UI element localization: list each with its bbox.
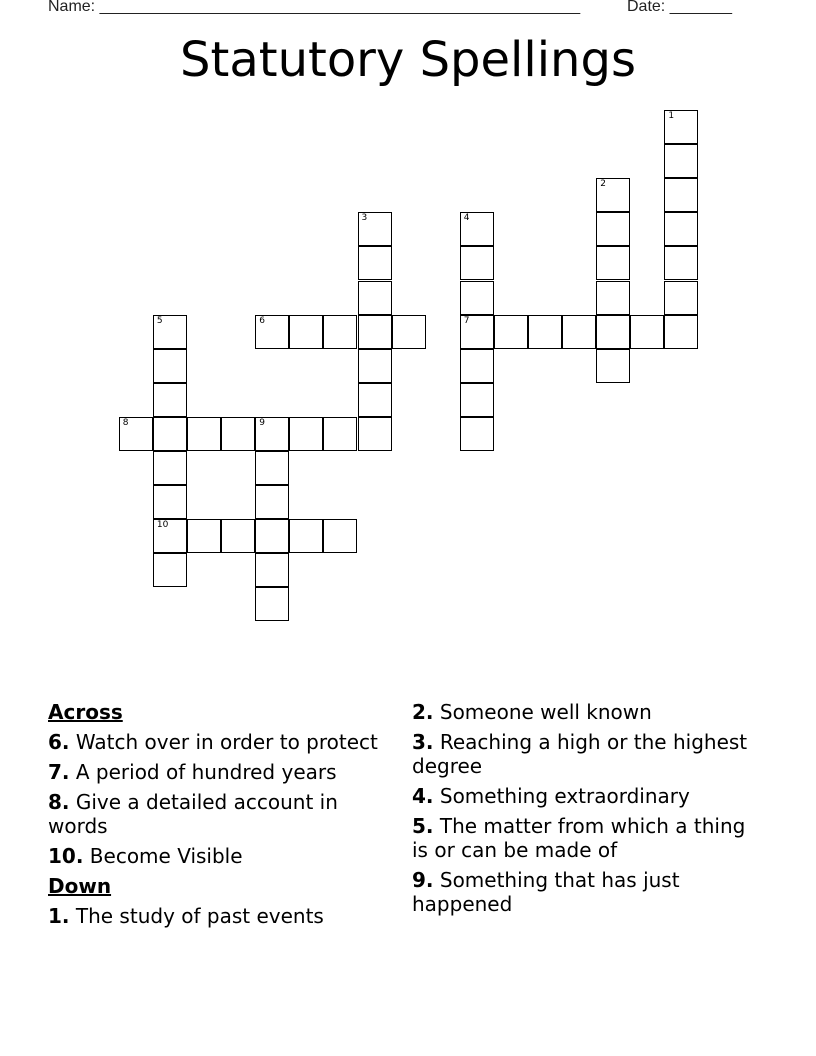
clue-number: 1.: [48, 904, 70, 928]
grid-cell[interactable]: [153, 451, 187, 485]
cell-number: 4: [463, 213, 470, 224]
grid-cell[interactable]: [596, 349, 630, 383]
grid-cell[interactable]: [494, 315, 528, 349]
grid-cell[interactable]: [255, 451, 289, 485]
grid-cell[interactable]: [255, 315, 289, 349]
clue-number: 5.: [412, 814, 434, 838]
clue-across-8: [48, 790, 378, 838]
page-title: Statutory Spellings: [180, 32, 636, 88]
clue-number: 6.: [48, 730, 70, 754]
cell-number: 8: [122, 417, 129, 428]
cell-number: 2: [600, 179, 606, 190]
clue-down-3: [412, 730, 752, 778]
grid-cell[interactable]: [119, 417, 153, 451]
grid-cell[interactable]: [630, 315, 664, 349]
grid-cell[interactable]: [289, 519, 323, 553]
clue-text: The study of past events: [75, 904, 324, 928]
clue-down-1: [48, 904, 378, 928]
clue-text: Give a detailed account in words: [48, 790, 338, 838]
clue-number: 2.: [412, 700, 434, 724]
clue-down-5: [412, 814, 752, 862]
grid-cell[interactable]: [596, 246, 630, 280]
grid-cell[interactable]: [664, 246, 698, 280]
clue-text: Reaching a high or the highest degree: [412, 730, 748, 778]
grid-cell[interactable]: [153, 349, 187, 383]
clue-text: Become Visible: [89, 844, 243, 868]
clue-text: Someone well known: [439, 700, 652, 724]
cell-number: 6: [259, 315, 265, 326]
grid-cell[interactable]: [664, 144, 698, 178]
header: [0, 0, 816, 20]
clue-down-4: [412, 784, 752, 808]
grid-cell[interactable]: [392, 315, 426, 349]
clue-across-7: [48, 760, 378, 784]
grid-cell[interactable]: [596, 178, 630, 212]
grid-cell[interactable]: [289, 417, 323, 451]
clues-right-column: [412, 700, 752, 922]
clue-number: 10.: [48, 844, 84, 868]
grid-cell[interactable]: [153, 519, 187, 553]
grid-cell[interactable]: [323, 417, 357, 451]
grid-cell[interactable]: [153, 553, 187, 587]
grid-cell[interactable]: [460, 383, 494, 417]
cell-number: 5: [156, 315, 163, 326]
grid-cell[interactable]: [460, 315, 494, 349]
date-field-label[interactable]: Date: _______: [627, 0, 732, 15]
clue-number: 9.: [412, 868, 434, 892]
across-heading: Across: [48, 700, 123, 724]
clue-number: 3.: [412, 730, 434, 754]
grid-cell[interactable]: [187, 417, 221, 451]
grid-cell[interactable]: [323, 519, 357, 553]
clue-text: Something that has just happened: [412, 868, 680, 916]
clue-number: 7.: [48, 760, 70, 784]
grid-cell[interactable]: [221, 519, 255, 553]
grid-cell[interactable]: [221, 417, 255, 451]
grid-cell[interactable]: [187, 519, 221, 553]
grid-cell[interactable]: [255, 587, 289, 621]
grid-cell[interactable]: [358, 417, 392, 451]
grid-cell[interactable]: [358, 212, 392, 246]
grid-cell[interactable]: [358, 246, 392, 280]
grid-cell[interactable]: [153, 383, 187, 417]
clue-across-10: [48, 844, 378, 868]
grid-cell[interactable]: [664, 281, 698, 315]
grid-cell[interactable]: [562, 315, 596, 349]
grid-cell[interactable]: [460, 349, 494, 383]
grid-cell[interactable]: [664, 315, 698, 349]
grid-cell[interactable]: [358, 281, 392, 315]
cell-number: 9: [259, 417, 265, 428]
grid-cell[interactable]: [358, 315, 392, 349]
clue-text: Watch over in order to protect: [75, 730, 378, 754]
grid-cell[interactable]: [255, 485, 289, 519]
clue-text: A period of hundred years: [75, 760, 337, 784]
grid-cell[interactable]: [460, 212, 494, 246]
clue-down-2: [412, 700, 752, 724]
cell-number: 1: [668, 111, 675, 121]
name-field-label[interactable]: Name: ______________________________________________________: [48, 0, 581, 15]
grid-cell[interactable]: [289, 315, 323, 349]
cell-number: 3: [361, 213, 368, 224]
grid-cell[interactable]: [323, 315, 357, 349]
clue-text: Something extraordinary: [439, 784, 690, 808]
cell-number: 10: [156, 520, 169, 531]
grid-cell[interactable]: [358, 349, 392, 383]
grid-cell[interactable]: [664, 212, 698, 246]
clue-down-9: [412, 868, 752, 916]
grid-cell[interactable]: [664, 110, 698, 144]
grid-cell[interactable]: [460, 281, 494, 315]
grid-cell[interactable]: [596, 212, 630, 246]
grid-cell[interactable]: [460, 246, 494, 280]
grid-cell[interactable]: [255, 553, 289, 587]
clue-text: The matter from which a thing is or can be made of: [412, 814, 746, 862]
grid-cell[interactable]: [528, 315, 562, 349]
grid-cell[interactable]: [153, 417, 187, 451]
grid-cell[interactable]: [460, 417, 494, 451]
clues-left-column: [48, 700, 378, 934]
grid-cell[interactable]: [358, 383, 392, 417]
grid-cell[interactable]: [255, 417, 289, 451]
down-heading: Down: [48, 874, 112, 898]
grid-cell[interactable]: [596, 315, 630, 349]
grid-cell[interactable]: [153, 485, 187, 519]
grid-cell[interactable]: [255, 519, 289, 553]
clue-number: 4.: [412, 784, 434, 808]
cell-number: 7: [463, 315, 470, 326]
grid-cell[interactable]: [664, 178, 698, 212]
grid-cell[interactable]: [596, 281, 630, 315]
grid-cell[interactable]: [153, 315, 187, 349]
clue-number: 8.: [48, 790, 70, 814]
clue-across-6: [48, 730, 378, 754]
